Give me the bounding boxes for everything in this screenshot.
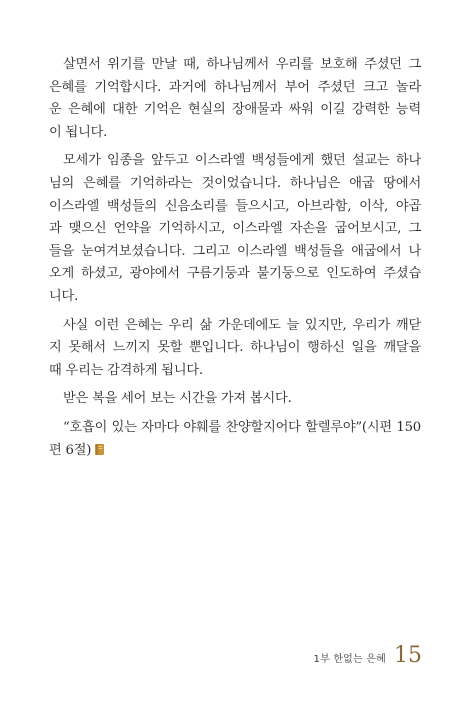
text-line: 니다. [49,288,79,304]
text-line: 님의 은혜를 기억하라는 것이었습니다. 하나님은 애굽 땅에서 [49,175,421,191]
scripture-reference-end: 편 6절) [49,442,92,458]
section-label: 1부 한없는 은혜 [313,654,386,665]
text-line: 과 맺으신 언약을 기억하시고, 이스라엘 자손을 굽어보시고, 그 [49,221,421,237]
book-icon [94,443,105,456]
body-text [49,54,421,462]
text-line: 이스라엘 백성들의 신음소리를 들으시고, 아브라함, 이삭, 야곱 [49,198,421,214]
text-line: 때 우리는 감격하게 됩니다. [49,362,203,378]
text-line: 받은 복을 세어 보는 시간을 가져 봅시다. [63,391,292,407]
text-line: 사실 이런 은혜는 우리 삶 가운데에도 늘 있지만, 우리가 깨닫 [63,317,421,333]
text-line: 모세가 임종을 앞두고 이스라엘 백성들에게 했던 설교는 하나 [63,153,421,169]
page-footer [314,645,422,667]
text-line: 들을 눈여겨보셨습니다. 그리고 이스라엘 백성들을 애굽에서 나 [49,243,421,259]
paragraph-1 [49,54,421,144]
paragraph-2 [49,150,421,308]
paragraph-3 [49,315,421,383]
text-line: 지 못해서 느끼지 못할 뿐입니다. 하나님이 행하신 일을 깨달을 [49,340,421,356]
text-line: “호흡이 있는 자마다 야훼를 찬양할지어다 할렐루야”(시편 150 [63,419,421,435]
text-line: 이 됩니다. [49,124,108,140]
paragraph-4 [49,388,421,411]
text-line: 오게 하셨고, 광야에서 구름기둥과 불기둥으로 인도하여 주셨습 [49,266,421,282]
text-line: 살면서 위기를 만날 때, 하나님께서 우리를 보호해 주셨던 그 [63,57,421,72]
text-line-with-icon [49,440,421,463]
text-line: 운 은혜에 대한 기억은 현실의 장애물과 싸워 이길 강력한 능력 [49,102,421,118]
scripture-quote [49,417,421,462]
page-number: 15 [394,643,422,668]
text-line: 은혜를 기억합시다. 과거에 하나님께서 부어 주셨던 크고 놀라 [49,79,421,95]
